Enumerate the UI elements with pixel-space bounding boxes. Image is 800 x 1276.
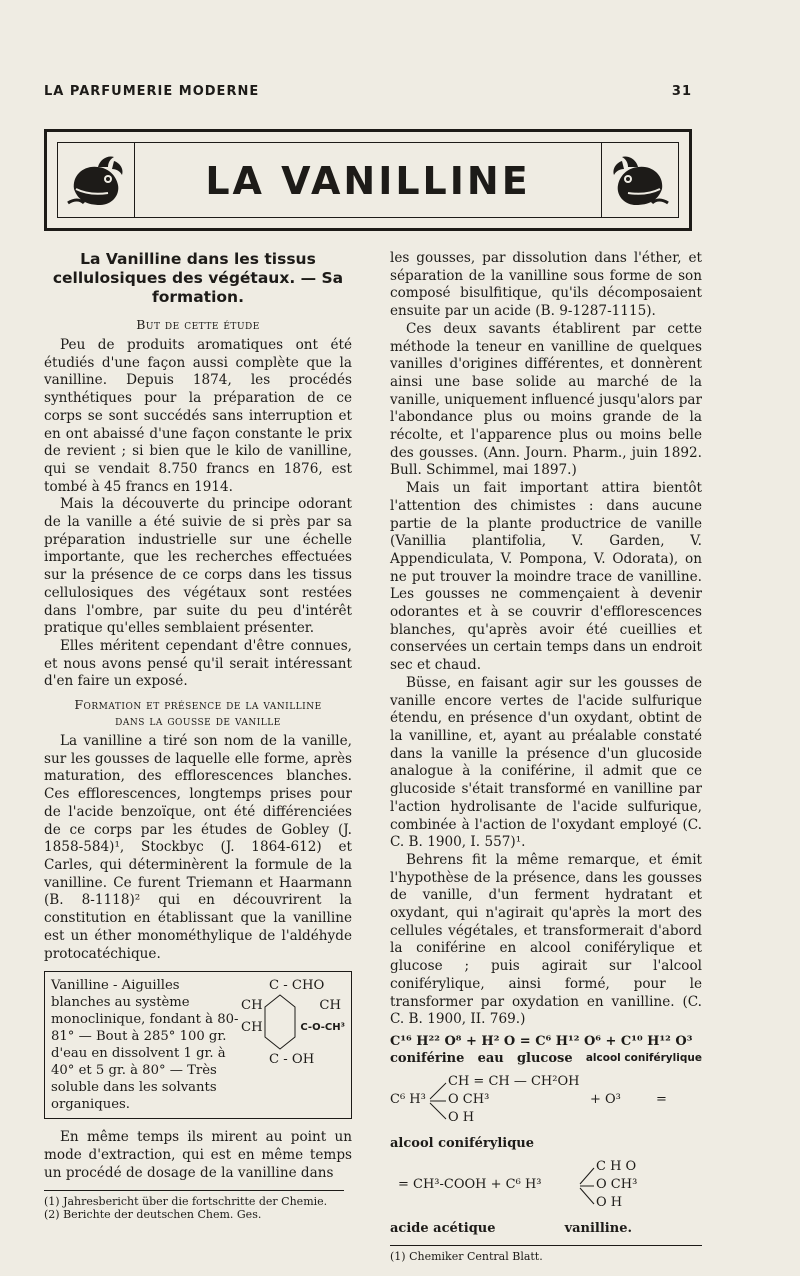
dolphin-ornament-icon: [608, 149, 672, 213]
paragraph: En même temps ils mirent au point un mode d'extraction, qui est en même temps un procédé de dosage de la vanilline dans: [44, 1129, 352, 1181]
footnote-1: (1) Jahresbericht über die fortschritte der Chemie.: [44, 1195, 328, 1209]
struct-bottom: C - OH: [269, 1052, 315, 1068]
paragraph: les gousses, par dissolution dans l'éther, et séparation de la vanilline sous forme de son composé bisulfitique, qu'ils décomposaient ensuite par un acide (B. 9-1287-1115).: [390, 250, 702, 320]
eq2-left: C⁶ H³: [390, 1091, 426, 1107]
reaction-equations: [390, 1033, 702, 1237]
label-coniferine: coniférine: [390, 1050, 465, 1066]
label-vanilline: vanilline.: [564, 1220, 632, 1236]
paragraph: Elles méritent cependant d'être connues, et nous avons pensé qu'il serait intéressant d'en faire un exposé.: [44, 637, 352, 690]
bond-lines-icon: [428, 1079, 448, 1123]
equation-3-labels: [390, 1220, 702, 1237]
paragraph: Peu de produits aromatiques ont été étudiés d'une façon aussi complète que la vanilline. Depuis 1874, les procédés synthétiques pour la préparation de ce corps se sont succédés sans interruption et en ont abaissé d'une façon constante le prix de revient ; si bien que le kilo de vanilline, qui se vendait 8.750 francs en 1876, est tombé à 45 francs en 1914.: [44, 337, 352, 495]
dolphin-ornament-icon: [64, 149, 128, 213]
paragraph: Behrens fit la même remarque, et émit l'hypothèse de la présence, dans les gousses de vanille, d'un ferment hydratant et oxydant, qui n'agirait qu'après la mort des cellules végétales, et transformerait d'abord la coniférine en alcool coniférylique et glucose ; puis agirait sur l'alcool coniférylique, ainsi formé, pour le transformer par oxydation en vanilline. (C. C. B. 1900, II. 769.): [390, 851, 702, 1028]
equation-1-labels: [390, 1050, 702, 1067]
banner-divider-right: [601, 143, 602, 217]
label-acide-acetique: acide acétique: [390, 1220, 496, 1236]
vanilline-properties-box: [44, 971, 352, 1119]
section-title: La Vanilline dans les tissus cellulosiques des végétaux. — Sa formation.: [52, 250, 344, 306]
eq3-mid: O CH³: [596, 1176, 638, 1192]
equation-1: C¹⁶ H²² O⁸ + H² O = C⁶ H¹² O⁶ + C¹⁰ H¹² O³: [390, 1033, 693, 1049]
footnote-2: (2) Berichte der deutschen Chem. Ges.: [44, 1208, 262, 1222]
subheading-formation: Formation et présence de la vanilline: [74, 697, 322, 713]
label-alcool: alcool coniférylique: [585, 1051, 702, 1064]
subheading-goal: But de cette étude: [136, 317, 260, 332]
footnote-rule: [44, 1190, 344, 1191]
struct-upper-right: CH: [319, 998, 341, 1014]
struct-lower-left: CH: [241, 1020, 263, 1036]
eq2-mid: O CH³: [448, 1091, 490, 1107]
eq2-bot: O H: [448, 1109, 475, 1125]
properties-text: Vanilline - Aiguilles blanches au système monoclinique, fondant à 80-81° — Bout à 285° 100 gr. d'eau en dissolvent 1 gr. à 40° et 5 gr. à 80° — Très soluble dans les solvants organiques.: [51, 978, 239, 1113]
left-column: [44, 250, 352, 1221]
eq2-equals: =: [656, 1091, 667, 1107]
struct-lower-right: C-O-CH³: [300, 1022, 345, 1034]
paragraph: La vanilline a tiré son nom de la vanille, sur les gousses de laquelle elle forme, après maturation, des efflorescences blanches. Ces efflorescences, longtemps prises pour de l'acide benzoïque, ont été différenciées de ce corps par les études de Gobley (J. 1858-584)¹, Stockbyc (J. 1864-612) et Carles, qui déterminèrent la formule de la vanilline. Ce furent Triemann et Haarmann (B. 8-1118)² qui en découvrirent la constitution en établissant que la vanilline est un éther monométhylique de l'aldéhyde protocatéchique.: [44, 733, 352, 962]
label-eau: eau: [477, 1050, 504, 1066]
journal-name: LA PARFUMERIE MODERNE: [44, 84, 260, 99]
running-head: [44, 84, 692, 99]
footnote-rule: [390, 1245, 702, 1246]
title-banner: [44, 129, 692, 231]
eq2-label: alcool coniférylique: [390, 1135, 535, 1151]
equation-2: [390, 1073, 702, 1135]
subheading-formation-line2: dans la gousse de vanille: [115, 713, 281, 729]
struct-top: C - CHO: [269, 978, 325, 994]
paragraph: Mais un fait important attira bientôt l'attention des chimistes : dans aucune partie de la plante productrice de vanille (Vanillia plantifolia, V. Garden, V. Appendiculata, V. Pompona, V. Odorata), on ne put trouver la moindre trace de vanilline. Les gousses ne commençaient à devenir odorantes et à se couvrir d'efflorescences blanches, qu'après avoir été cueillies et conservées un certain temps dans un endroit sec et chaud.: [390, 480, 702, 674]
eq2-top: CH = CH — CH²OH: [448, 1073, 580, 1089]
footnote-1: (1) Chemiker Central Blatt.: [390, 1249, 543, 1263]
equation-3: [390, 1158, 702, 1216]
footnotes: [44, 1195, 352, 1221]
paragraph: Büsse, en faisant agir sur les gousses de vanille encore vertes de l'acide sulfurique étendu, en présence d'un oxydant, obtint de la vanilline, et, ayant au préalable constaté dans la vanille la présence d'un glucoside analogue à la coniférine, il admit que ce glucoside s'était transformé en vanilline par l'action hydrolisante de l'acide sulfurique, combinée à l'action de l'oxydant employé (C. C. B. 1900, I. 557)¹.: [390, 674, 702, 851]
eq3-left: = CH³-COOH + C⁶ H³: [398, 1176, 542, 1192]
eq3-bot: O H: [596, 1194, 623, 1210]
banner-inner-frame: [57, 142, 679, 218]
paragraph: Mais la découverte du principe odorant de la vanille a été suivie de si près par sa préparation industrielle sur une échelle importante, que les recherches effectuées sur la présence de ce corps dans les tissus cellulosiques des végétaux sont restées dans l'ombre, par suite du peu d'intérêt pratique qu'elles semblaient présenter.: [44, 496, 352, 637]
struct-upper-left: CH: [241, 998, 263, 1014]
page-number: 31: [671, 84, 692, 99]
paragraph: Ces deux savants établirent par cette méthode la teneur en vanilline de quelques vanilles d'origines différentes, et donnèrent ainsi une base solide au marché de la vanille, uniquement influencé jusqu'alors par l'abondance plus ou moins grande de la récolte, et l'apparence plus ou moins belle des gousses. (Ann. Journ. Pharm., juin 1892. Bull. Schimmel, mai 1897.): [390, 320, 702, 479]
benzene-ring-icon: [263, 993, 297, 1051]
vanilline-structure: [241, 977, 345, 1113]
banner-divider-left: [134, 143, 135, 217]
eq2-plus: + O³: [590, 1091, 621, 1107]
eq3-top: C H O: [596, 1158, 637, 1174]
bond-lines-icon: [578, 1164, 596, 1208]
page-title: LA VANILLINE: [205, 159, 531, 203]
right-column: [390, 250, 702, 1263]
label-glucose: glucose: [516, 1050, 573, 1066]
